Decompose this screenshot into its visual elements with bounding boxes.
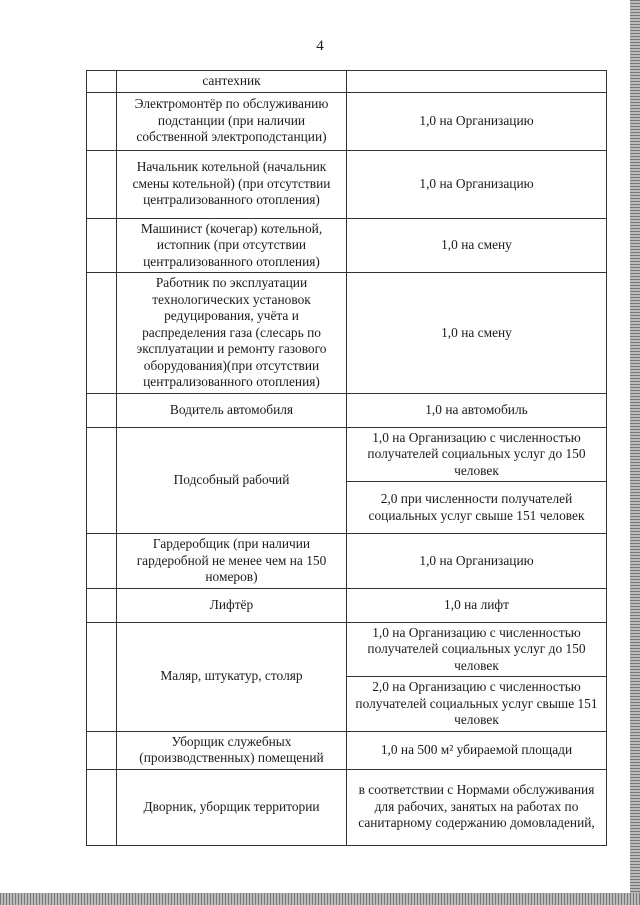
table-row [87, 273, 607, 394]
norm-cell [347, 71, 607, 93]
norm-cell: 1,0 на Организацию [347, 92, 607, 150]
row-number-cell [87, 622, 117, 731]
staffing-table [86, 70, 607, 846]
position-cell: Дворник, уборщик территории [117, 769, 347, 845]
position-cell: сантехник [117, 71, 347, 93]
norm-cell: 1,0 на Организацию [347, 534, 607, 589]
row-number-cell [87, 218, 117, 273]
page-number: 4 [316, 38, 324, 54]
norm-cell: 1,0 на автомобиль [347, 393, 607, 427]
table-row [87, 71, 607, 93]
norm-cell: 1,0 на 500 м² убираемой площади [347, 731, 607, 769]
norm-cell: 1,0 на смену [347, 273, 607, 394]
table-row [87, 622, 607, 677]
row-number-cell [87, 588, 117, 622]
position-cell: Начальник котельной (начальник смены котельной) (при отсутствии централизованного отопления) [117, 150, 347, 218]
row-number-cell [87, 92, 117, 150]
position-cell: Машинист (кочегар) котельной, истопник (при отсутствии централизованного отопления) [117, 218, 347, 273]
table-row [87, 769, 607, 845]
row-number-cell [87, 427, 117, 534]
position-cell: Уборщик служебных (производственных) помещений [117, 731, 347, 769]
norm-cell: 2,0 на Организацию с численностью получателей социальных услуг свыше 151 человек [347, 677, 607, 732]
position-cell: Работник по эксплуатации технологических установок редуцирования, учёта и распределения газа (слесарь по эксплуатации и ремонту газового оборудования)(при отсутствии централизованного отопления) [117, 273, 347, 394]
norm-cell: 1,0 на лифт [347, 588, 607, 622]
norm-cell: 1,0 на Организацию с численностью получателей социальных услуг до 150 человек [347, 622, 607, 677]
position-cell: Водитель автомобиля [117, 393, 347, 427]
table-row [87, 218, 607, 273]
row-number-cell [87, 150, 117, 218]
position-cell: Электромонтёр по обслуживанию подстанции (при наличии собственной электроподстанции) [117, 92, 347, 150]
position-cell: Подсобный рабочий [117, 427, 347, 534]
table-row [87, 92, 607, 150]
row-number-cell [87, 393, 117, 427]
position-cell: Гардеробщик (при наличии гардеробной не менее чем на 150 номеров) [117, 534, 347, 589]
norm-cell: 2,0 при численности получателей социальных услуг свыше 151 человек [347, 482, 607, 534]
position-cell: Маляр, штукатур, столяр [117, 622, 347, 731]
table-row [87, 393, 607, 427]
table-row [87, 534, 607, 589]
norm-cell: 1,0 на Организацию с численностью получателей социальных услуг до 150 человек [347, 427, 607, 482]
table-row [87, 427, 607, 482]
table-row [87, 731, 607, 769]
norm-cell: 1,0 на Организацию [347, 150, 607, 218]
row-number-cell [87, 731, 117, 769]
scan-edge-right [630, 0, 640, 905]
row-number-cell [87, 71, 117, 93]
table-row [87, 150, 607, 218]
row-number-cell [87, 273, 117, 394]
norm-cell: в соответствии с Нормами обслуживания для рабочих, занятых на работах по санитарному содержанию домовладений, [347, 769, 607, 845]
row-number-cell [87, 534, 117, 589]
scan-edge-bottom [0, 893, 640, 905]
row-number-cell [87, 769, 117, 845]
table-row [87, 588, 607, 622]
position-cell: Лифтёр [117, 588, 347, 622]
norm-cell: 1,0 на смену [347, 218, 607, 273]
